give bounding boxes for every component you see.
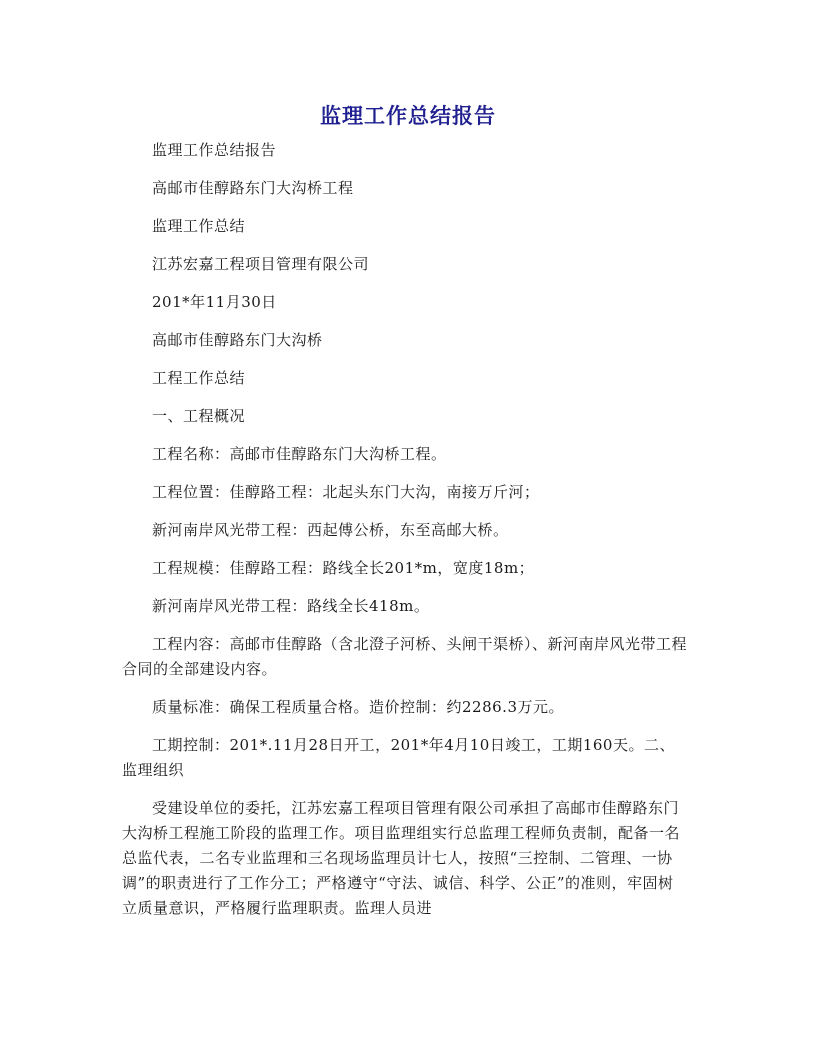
line-report-title: 监理工作总结报告 <box>152 141 277 159</box>
line-bridge: 高邮市佳醇路东门大沟桥 <box>152 331 323 349</box>
line-date: 201*年11月30日 <box>152 293 277 311</box>
document-title: 监理工作总结报告 <box>320 104 496 128</box>
line-summary-title: 监理工作总结 <box>152 217 246 235</box>
paragraph-organization: 受建设单位的委托，江苏宏嘉工程项目管理有限公司承担了高邮市佳醇路东门大沟桥工程施工阶段的监理工作。项目监理组实行总监理工程师负责制，配备一名总监代表，二名专业监理和三名现场监理员计七人，按照“三控制、二管理、一协调”的职责进行了工作分工；严格遵守“守法、诚信、科学、公正”的准则，牢固树立质量意识，严格履行监理职责。监理人员进 <box>122 799 681 917</box>
section-heading-overview: 一、工程概况 <box>152 407 246 425</box>
paragraph-schedule: 工期控制：201*.11月28日开工，201*年4月10日竣工，工期160天。二、监理组织 <box>122 736 675 779</box>
line-location: 工程位置：佳醇路工程：北起头东门大沟，南接万斤河； <box>152 483 540 501</box>
document-body <box>122 138 696 921</box>
line-project-label: 工程名称：高邮市佳醇路东门大沟桥工程。 <box>152 445 447 463</box>
line-riverside-location: 新河南岸风光带工程：西起傅公桥，东至高邮大桥。 <box>152 521 509 539</box>
line-company: 江苏宏嘉工程项目管理有限公司 <box>152 255 370 273</box>
line-riverside-scale: 新河南岸风光带工程：路线全长418m。 <box>152 597 430 615</box>
paragraph-content: 工程内容：高邮市佳醇路（含北澄子河桥、头闸干渠桥）、新河南岸风光带工程合同的全部建设内容。 <box>122 635 688 678</box>
line-scale: 工程规模：佳醇路工程：路线全长201*m，宽度18m； <box>152 559 535 577</box>
line-project-name: 高邮市佳醇路东门大沟桥工程 <box>152 179 354 197</box>
paragraph-quality: 质量标准：确保工程质量合格。造价控制：约2286.3万元。 <box>152 698 564 716</box>
line-work-summary: 工程工作总结 <box>152 369 246 387</box>
